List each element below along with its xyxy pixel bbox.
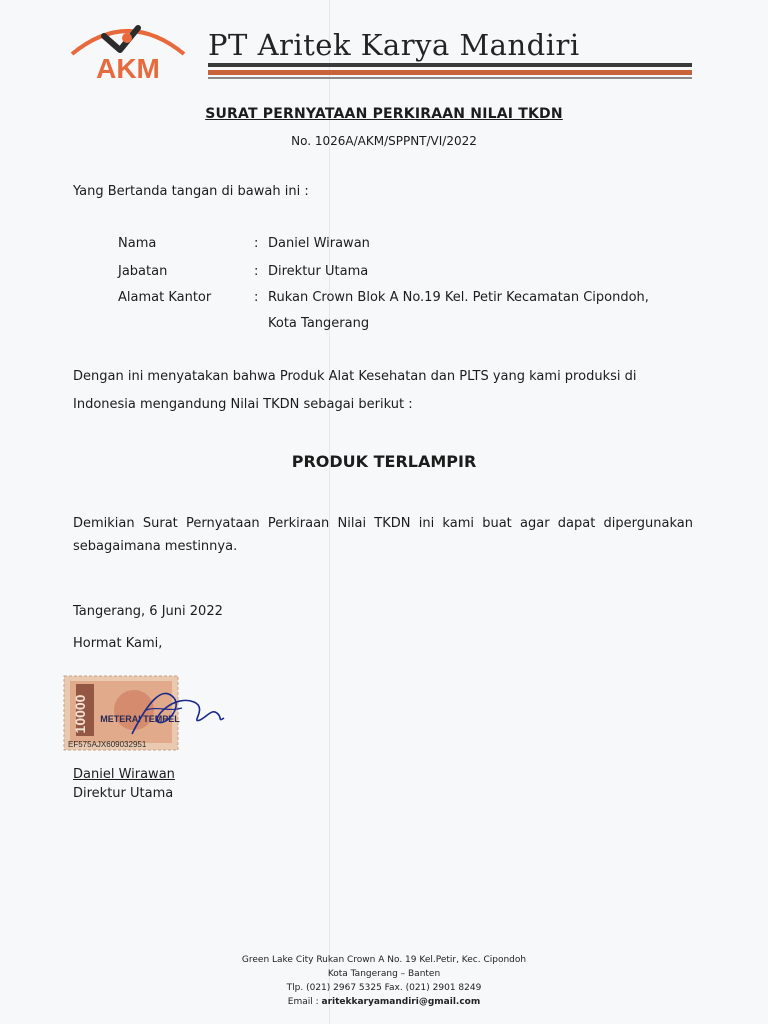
place-date: Tangerang, 6 Juni 2022: [73, 604, 223, 619]
statement-line-1: Dengan ini menyatakan bahwa Produk Alat Kesehatan dan PLTS yang kami produksi di: [73, 369, 637, 384]
letterhead-rule-thin: [208, 77, 692, 79]
revenue-stamp-with-signature: [62, 674, 232, 754]
footer-address-2: Kota Tangerang – Banten: [327, 969, 441, 979]
intro-text: Yang Bertanda tangan di bawah ini :: [73, 184, 309, 199]
field-label-name: Nama: [118, 236, 157, 251]
section-heading: PRODUK TERLAMPIR: [291, 452, 477, 471]
field-value-address: Rukan Crown Blok A No.19 Kel. Petir Kecamatan Cipondoh,: [268, 290, 649, 305]
letterhead-rule: [208, 63, 692, 67]
signer-name: Daniel Wirawan: [73, 767, 175, 782]
stamp-text: METERAI TEMPEL: [100, 714, 180, 724]
field-value-address-cont: Kota Tangerang: [268, 316, 370, 331]
footer-address-1: Green Lake City Rukan Crown A No. 19 Kel.Petir, Kec. Cipondoh: [241, 955, 527, 965]
regards: Hormat Kami,: [73, 636, 163, 651]
field-colon: :: [254, 236, 259, 251]
field-value-name: Daniel Wirawan: [268, 236, 370, 251]
company-name: PT Aritek Karya Mandiri: [208, 28, 580, 62]
paper-fold-line: [329, 0, 330, 1024]
company-logo: [64, 14, 192, 84]
footer-email-label: Email :: [287, 997, 322, 1007]
field-value-position: Direktur Utama: [268, 264, 369, 279]
field-label-position: Jabatan: [118, 264, 168, 279]
footer-email-line: [0, 997, 768, 1007]
field-label-address: Alamat Kantor: [118, 290, 212, 305]
closing-line-2: sebagaimana mestinnya.: [73, 539, 238, 554]
stamp-serial: EF575AJX609032951: [68, 740, 147, 749]
field-colon: :: [254, 290, 259, 305]
stamp-amount: 10000: [72, 694, 88, 734]
letterhead-rule-accent: [208, 70, 692, 75]
statement-line-2: Indonesia mengandung Nilai TKDN sebagai berikut :: [73, 397, 413, 412]
document-title: SURAT PERNYATAAN PERKIRAAN NILAI TKDN: [205, 106, 563, 122]
field-colon: :: [254, 264, 259, 279]
footer-phone: Tlp. (021) 2967 5325 Fax. (021) 2901 8249: [286, 983, 482, 993]
logo-text: AKM: [96, 53, 160, 84]
document-number: No. 1026A/AKM/SPPNT/VI/2022: [291, 134, 477, 148]
closing-line-1: Demikian Surat Pernyataan Perkiraan Nilai TKDN ini kami buat agar dapat dipergunakan: [73, 516, 693, 531]
signer-title: Direktur Utama: [73, 786, 174, 801]
footer-email[interactable]: aritekkaryamandiri@gmail.com: [321, 997, 481, 1007]
